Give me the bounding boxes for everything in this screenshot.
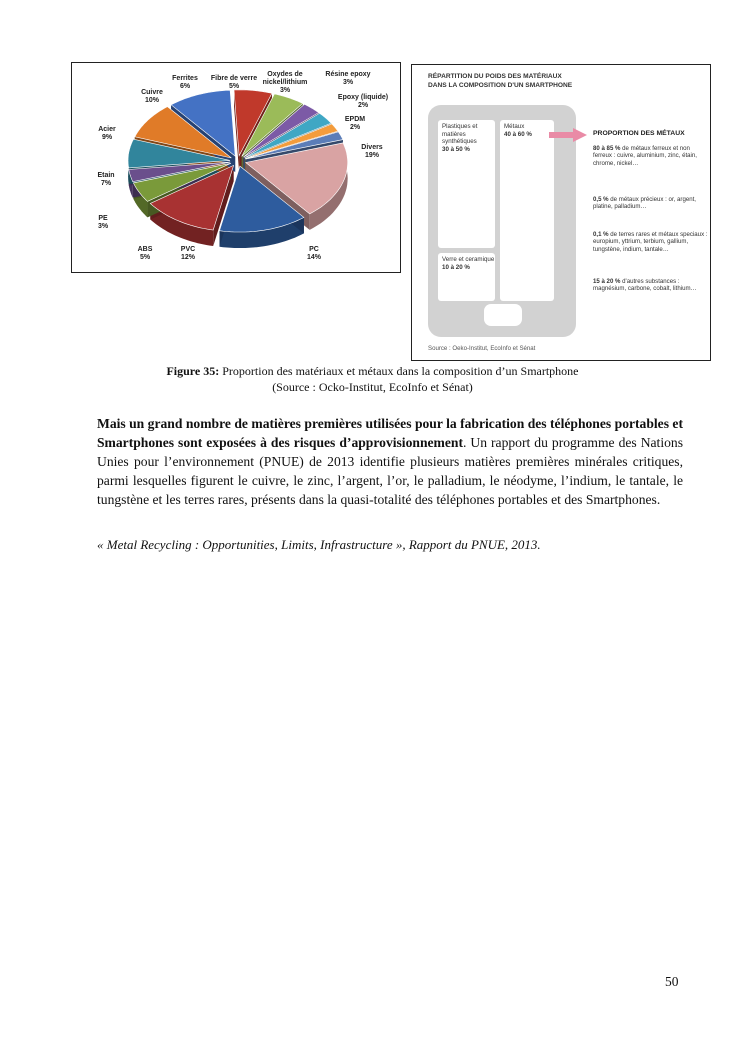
figure-source-line: (Source : Ocko-Institut, EcoInfo et Sénat) bbox=[272, 380, 473, 394]
pie-value-label: 5% bbox=[139, 254, 151, 261]
pie-label: PE bbox=[98, 215, 108, 222]
figure-caption bbox=[0, 364, 745, 379]
pie-value-label: 10% bbox=[144, 97, 160, 104]
pie-label: Oxydes de bbox=[267, 71, 303, 78]
figure-caption-text: Proportion des matériaux et métaux dans la composition d’un Smartphone bbox=[219, 364, 579, 378]
pie-value-label: 6% bbox=[179, 83, 191, 90]
pie-value-label: 2% bbox=[357, 102, 369, 109]
metals-label: Métaux bbox=[504, 123, 525, 130]
metals-value: 40 à 60 % bbox=[504, 130, 532, 138]
infographic-title bbox=[428, 72, 628, 90]
glass-label: Verre et ceramique bbox=[442, 256, 495, 263]
pie-value-label: 2% bbox=[349, 124, 361, 131]
pie-label: EPDM bbox=[344, 116, 366, 123]
pie-label: Divers bbox=[361, 144, 383, 151]
pie-value-label: 3% bbox=[279, 87, 291, 94]
pie-value-label: 7% bbox=[100, 180, 112, 187]
pie-label: Résine epoxy bbox=[325, 71, 371, 78]
plastics-value: 30 à 50 % bbox=[442, 145, 470, 153]
pie-chart bbox=[72, 63, 402, 274]
item4-text: d'autres substances : magnésium, carbone, cobalt, lithium… bbox=[593, 278, 697, 293]
plastics-label: Plastiques et matières synthétiques bbox=[442, 123, 478, 146]
item2-value: 0,5 % bbox=[593, 196, 609, 203]
pie-label: Acier bbox=[98, 126, 116, 133]
plastics-panel bbox=[438, 120, 495, 248]
page-number: 50 bbox=[665, 974, 679, 989]
pie-label: ABS bbox=[137, 246, 153, 253]
item1-value: 80 à 85 % bbox=[593, 145, 621, 152]
pie-value-label: 5% bbox=[228, 83, 240, 90]
pie-label: Fibre de verre bbox=[210, 75, 258, 82]
arrow-right-icon bbox=[549, 128, 587, 142]
metals-proportion-title: PROPORTION DES MÉTAUX bbox=[593, 130, 685, 137]
pie-label: nickel/lithium bbox=[262, 79, 308, 86]
metals-panel bbox=[500, 120, 554, 301]
pie-value-label: 12% bbox=[180, 254, 196, 261]
home-button-shape bbox=[484, 304, 522, 326]
pie-value-label: 9% bbox=[101, 134, 113, 141]
glass-value: 10 à 20 % bbox=[442, 263, 470, 271]
body-bold-lead: Mais un grand nombre de matières premières utilisées pour la fabrication des téléphones portables et Smartphones sont exposées à des risques d’approvisionnement bbox=[97, 416, 683, 450]
body-text: . Un rapport du programme des Nations Unies pour l’environnement (PNUE) de 2013 identifie plusieurs matières premières minérales critiques, parmi lesquelles figurent le cuivre, le zinc, l’argent, l’or, le palladium, le néodyme, l’indium, le tantale, le tungstène et les terres rares, présents dans la quasi-totalité des téléphones portables et des Smartphones. bbox=[97, 435, 683, 507]
metals-item-rare-earths bbox=[593, 231, 708, 253]
item1-text: de métaux ferreux et non ferreux : cuivre, aluminium, zinc, étain, chrome, nickel… bbox=[593, 145, 697, 167]
pie-label: PVC bbox=[180, 246, 196, 253]
infographic-title-line1: RÉPARTITION DU POIDS DES MATÉRIAUX bbox=[428, 73, 562, 80]
glass-panel bbox=[438, 253, 495, 301]
body-paragraph bbox=[97, 414, 683, 509]
metals-item-other bbox=[593, 278, 708, 293]
metals-item-ferrous bbox=[593, 145, 708, 167]
pie-label: PC bbox=[309, 246, 319, 253]
pie-value-label: 3% bbox=[97, 223, 109, 230]
infographic-title-line2: DANS LA COMPOSITION D'UN SMARTPHONE bbox=[428, 82, 573, 89]
item2-text: de métaux précieux : or, argent, platine, palladium… bbox=[593, 196, 696, 211]
pie-label: Etain bbox=[97, 172, 115, 179]
item3-text: de terres rares et métaux speciaux : europium, yttrium, terbium, gallium, tungstène, indium, tantale… bbox=[593, 231, 708, 253]
item4-value: 15 à 20 % bbox=[593, 278, 621, 285]
item3-value: 0,1 % bbox=[593, 231, 609, 238]
pie-label: Epoxy (liquide) bbox=[337, 94, 389, 101]
infographic-source: Source : Oeko-Institut, EcoInfo et Sénat bbox=[428, 345, 536, 352]
pie-chart-figure bbox=[71, 62, 401, 273]
pie-label: Ferrites bbox=[172, 75, 198, 82]
report-reference: « Metal Recycling : Opportunities, Limits, Infrastructure », Rapport du PNUE, 2013. bbox=[97, 537, 541, 552]
pie-value-label: 3% bbox=[342, 79, 354, 86]
pie-value-label: 14% bbox=[306, 254, 322, 261]
figure-label: Figure 35: bbox=[166, 364, 220, 378]
pie-value-label: 19% bbox=[364, 152, 380, 159]
pie-label: Cuivre bbox=[141, 89, 163, 96]
metals-item-precious bbox=[593, 196, 708, 211]
pie-slice-tops bbox=[128, 90, 348, 232]
smartphone-infographic bbox=[411, 64, 711, 361]
